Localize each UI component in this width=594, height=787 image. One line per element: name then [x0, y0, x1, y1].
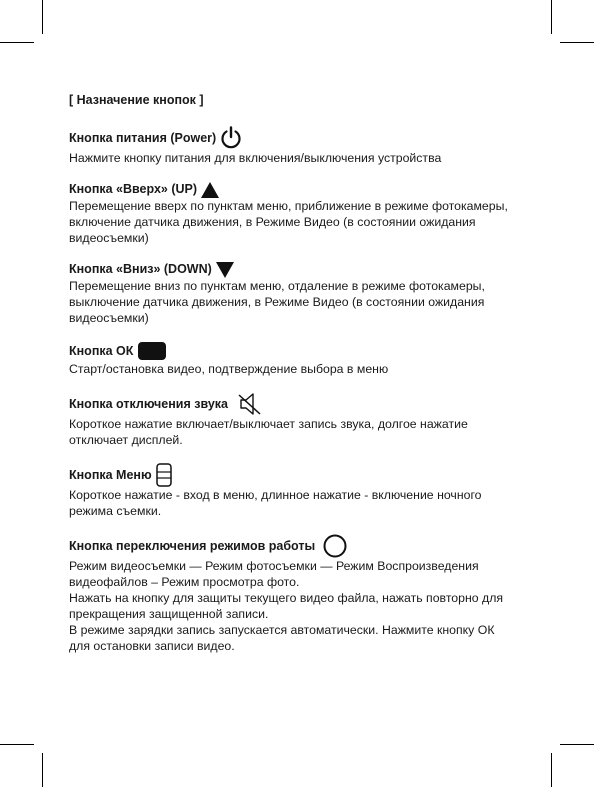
crop-mark-top-right-h: [560, 42, 594, 43]
section-line: включение датчика движения, в Режиме Видео (в состоянии ожидания: [69, 215, 476, 229]
section-line: для остановки записи видео.: [69, 639, 235, 653]
section-line: режима съемки.: [69, 504, 162, 518]
section-line: Перемещение вверх по пунктам меню, приближение в режиме фотокамеры,: [69, 199, 508, 213]
section-line: Перемещение вниз по пунктам меню, отдаление в режиме фотокамеры,: [69, 279, 485, 293]
section-line: В режиме зарядки запись запускается автоматически. Нажмите кнопку ОК: [69, 623, 495, 637]
section-line: Нажмите кнопку питания для включения/выключения устройства: [69, 151, 442, 165]
circle-mode-icon: [323, 534, 347, 558]
section-line: отключает дисплей.: [69, 433, 183, 447]
section-line: Нажать на кнопку для защиты текущего видео файла, нажать повторно для: [69, 591, 504, 605]
crop-mark-top-left-v: [42, 0, 43, 34]
section-title: Кнопка питания (Power): [69, 130, 217, 145]
power-icon: [220, 126, 242, 150]
section-title: Кнопка «Вниз» (DOWN): [69, 262, 212, 276]
section-line: прекращения защищенной записи.: [69, 607, 269, 621]
section-heading: [69, 126, 539, 150]
crop-mark-bottom-right-v: [551, 753, 552, 787]
section-heading: [69, 392, 539, 416]
document-content: [69, 92, 539, 669]
title-bracket-open: [: [69, 93, 77, 107]
section-title: Кнопка Меню: [69, 467, 152, 482]
section-title: Кнопка ОК: [69, 343, 134, 358]
section-heading: [69, 463, 539, 487]
section-down-button: [69, 261, 539, 326]
mute-speaker-icon: [238, 392, 262, 416]
section-ok-button: [69, 341, 539, 377]
crop-mark-bottom-right-h: [560, 744, 594, 745]
section-line: Короткое нажатие включает/выключает запись звука, долгое нажатие: [69, 417, 468, 431]
section-title: Кнопка отключения звука: [69, 396, 228, 411]
section-line: Короткое нажатие - вход в меню, длинное нажатие - включение ночного: [69, 488, 482, 502]
section-line: видеофайлов – Режим просмотра фото.: [69, 575, 300, 589]
menu-icon: [156, 463, 172, 487]
triangle-up-icon: [201, 182, 219, 198]
section-heading: [69, 341, 539, 361]
section-mode-button: [69, 534, 539, 654]
crop-mark-bottom-left-h: [0, 744, 34, 745]
section-heading: [69, 181, 539, 198]
section-up-button: [69, 181, 539, 246]
crop-mark-bottom-left-v: [42, 753, 43, 787]
section-heading: [69, 534, 539, 558]
section-menu-button: [69, 463, 539, 519]
section-line: выключение датчика движения, в Режиме Видео (в состоянии ожидания: [69, 295, 485, 309]
section-title: Кнопка переключения режимов работы: [69, 538, 316, 553]
section-title: Кнопка «Вверх» (UP): [69, 182, 198, 196]
title-text: Назначение кнопок: [76, 93, 196, 107]
section-line: видеосъемки): [69, 311, 149, 325]
section-heading: [69, 261, 539, 278]
section-mute-button: [69, 392, 539, 448]
crop-mark-top-left-h: [0, 42, 34, 43]
triangle-down-icon: [216, 262, 234, 278]
ok-button-icon: [137, 341, 167, 361]
title-bracket-close: ]: [195, 93, 204, 107]
section-line: видеосъемки): [69, 231, 149, 245]
section-line: Старт/остановка видео, подтверждение выбора в меню: [69, 362, 389, 376]
section-power-button: [69, 126, 539, 166]
section-line: Режим видеосъемки — Режим фотосъемки — Режим Воспроизведения: [69, 559, 479, 573]
page-title: [69, 92, 539, 108]
crop-mark-top-right-v: [551, 0, 552, 34]
